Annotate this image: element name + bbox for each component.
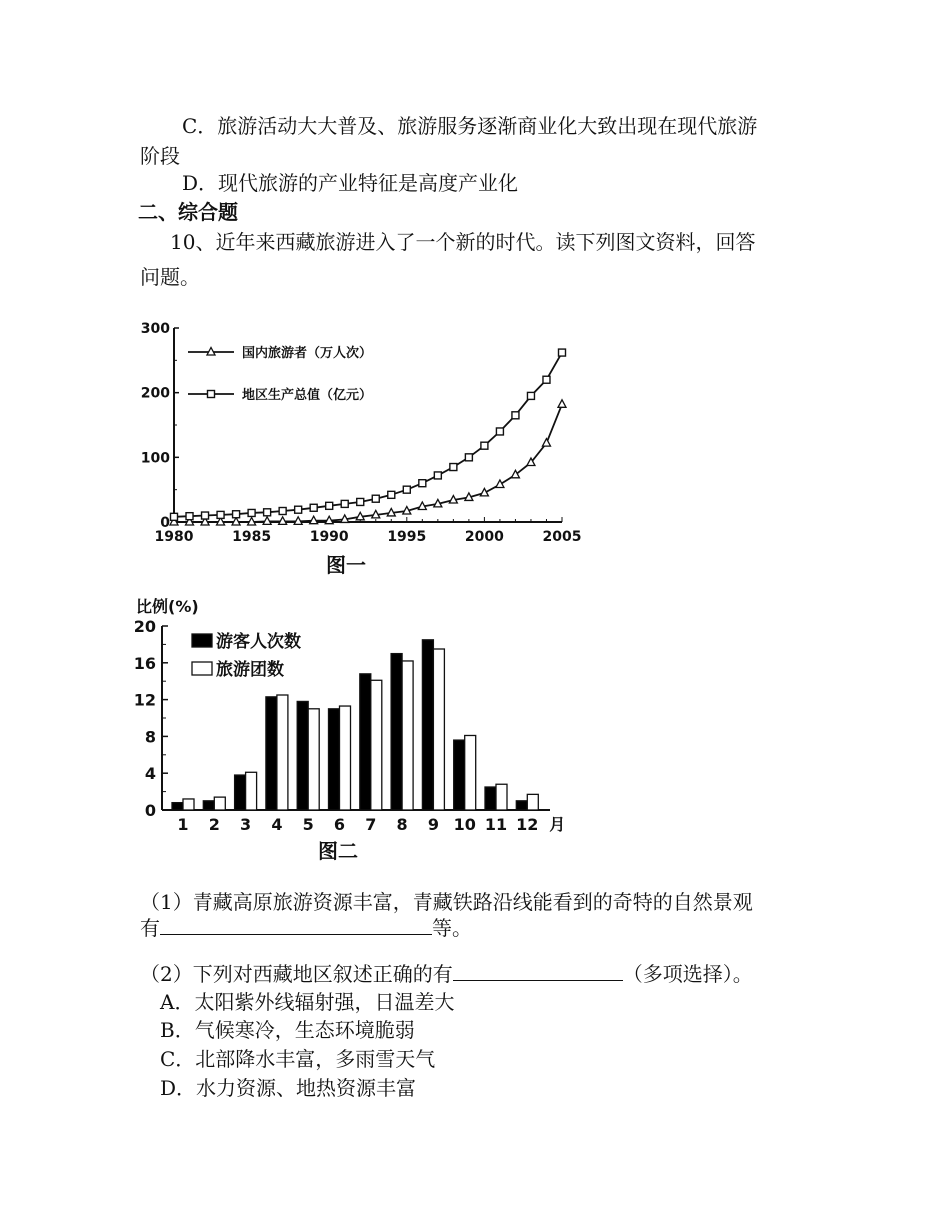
y-tick-label: 100 <box>140 450 170 467</box>
square-marker <box>279 508 286 515</box>
triangle-marker <box>558 400 566 408</box>
square-marker <box>434 472 441 479</box>
q10-sub1-line1: （1）青藏高原旅游资源丰富，青藏铁路沿线能看到的奇特的自然景观 <box>140 890 753 914</box>
bar-visitors <box>172 803 183 810</box>
x-tick-label: 2 <box>208 815 220 834</box>
square-marker <box>481 442 488 449</box>
bar-visitors <box>516 801 527 810</box>
bar-tour-groups <box>465 735 476 810</box>
bar-tour-groups <box>402 661 413 810</box>
x-tick-label: 4 <box>271 815 283 834</box>
square-marker <box>403 486 410 493</box>
x-tick-label: 2005 <box>542 529 582 545</box>
q10-option-c: C．北部降水丰富，多雨雪天气 <box>160 1047 436 1071</box>
bar-tour-groups <box>214 797 225 810</box>
y-tick-label: 0 <box>160 515 170 531</box>
bar-tour-groups <box>433 649 444 810</box>
x-tick-label: 6 <box>333 815 346 834</box>
bar-visitors <box>454 740 465 810</box>
line-chart-series <box>170 349 566 525</box>
bar-tour-groups <box>527 794 538 810</box>
x-tick-label: 1990 <box>309 529 349 545</box>
square-marker <box>186 513 193 520</box>
q10-sub2-prefix: （2）下列对西藏地区叙述正确的有 <box>140 962 453 986</box>
x-unit-label: 月 <box>549 815 566 834</box>
y-tick-label: 12 <box>133 690 156 710</box>
square-marker <box>450 464 457 471</box>
q10-sub1-suffix: 等。 <box>432 916 472 940</box>
square-marker <box>527 392 534 399</box>
bar-visitors <box>297 701 308 810</box>
x-tick-label: 5 <box>302 815 314 834</box>
bar-visitors <box>235 775 246 810</box>
q10-option-b: B．气候寒冷，生态环境脆弱 <box>160 1018 415 1042</box>
legend-label: 地区生产总值（亿元） <box>242 388 373 403</box>
bar-visitors <box>422 640 433 810</box>
x-tick-label: 8 <box>396 815 408 834</box>
square-marker <box>341 500 348 507</box>
bar-chart-ylabel: 比例(%) <box>136 597 199 616</box>
square-marker <box>202 512 209 519</box>
option-c-line2: 阶段 <box>140 144 180 168</box>
legend-label: 旅游团数 <box>216 660 284 680</box>
q10-sub2-suffix: （多项选择）。 <box>622 962 753 986</box>
option-d: D．现代旅游的产业特征是高度产业化 <box>182 171 519 195</box>
q10-sub1-prefix: 有 <box>140 916 160 940</box>
bar-tour-groups <box>371 680 382 810</box>
bar-visitors <box>266 697 277 810</box>
line-chart <box>130 310 590 580</box>
square-marker <box>388 491 395 498</box>
y-tick-label: 20 <box>133 617 156 636</box>
bar-chart-axes <box>162 626 550 810</box>
section-title: 二、综合题 <box>138 200 238 224</box>
q10-sub1-line2 <box>140 914 472 942</box>
q10-stem-line1: 10、近年来西藏旅游进入了一个新的时代。读下列图文资料，回答 <box>170 230 756 254</box>
bar-tour-groups <box>340 706 351 810</box>
bar-tour-groups <box>277 695 288 810</box>
bar-chart-legend <box>192 631 301 680</box>
x-tick-label: 1995 <box>387 529 427 545</box>
y-tick-label: 200 <box>140 385 170 402</box>
bar-visitors <box>360 674 371 810</box>
y-tick-label: 8 <box>144 727 156 747</box>
square-marker <box>512 412 519 419</box>
y-tick-label: 4 <box>144 764 156 784</box>
square-marker <box>465 454 472 461</box>
x-tick-label: 11 <box>484 815 508 834</box>
q10-option-d: D．水力资源、地热资源丰富 <box>160 1076 417 1100</box>
square-marker <box>559 349 566 356</box>
bar-chart-x-ticks <box>177 815 565 834</box>
legend-swatch <box>192 662 212 675</box>
x-tick-label: 9 <box>427 815 439 834</box>
answer-blank-1[interactable] <box>160 914 432 935</box>
q10-sub2-line <box>140 960 753 988</box>
legend-swatch <box>192 634 212 647</box>
line-chart-legend <box>188 345 372 403</box>
square-marker <box>326 502 333 509</box>
bar-tour-groups <box>496 784 507 810</box>
x-tick-label: 7 <box>365 815 377 834</box>
x-tick-label: 12 <box>516 815 539 834</box>
legend-label: 游客人次数 <box>216 632 301 652</box>
bar-visitors <box>329 709 340 810</box>
y-tick-label: 300 <box>140 321 170 337</box>
option-c-line1: C．旅游活动大大普及、旅游服务逐渐商业化大致出现在现代旅游 <box>182 114 758 138</box>
bar-visitors <box>391 654 402 810</box>
square-marker <box>543 376 550 383</box>
answer-blank-2[interactable] <box>453 960 623 981</box>
square-marker <box>233 511 240 518</box>
bar-tour-groups <box>246 772 257 810</box>
bar-chart-caption: 图二 <box>318 839 358 863</box>
square-marker <box>264 509 271 516</box>
x-tick-label: 1985 <box>232 529 272 545</box>
square-marker <box>248 509 255 516</box>
bar-tour-groups <box>183 799 194 810</box>
square-marker <box>295 506 302 513</box>
series-line-1 <box>174 404 562 522</box>
legend-label: 国内旅游者（万人次） <box>242 346 373 361</box>
triangle-marker <box>542 439 550 447</box>
bar-tour-groups <box>308 709 319 810</box>
legend-square-marker <box>208 391 215 398</box>
q10-option-a: A．太阳紫外线辐射强，日温差大 <box>160 990 455 1014</box>
bar-visitors <box>203 801 214 810</box>
square-marker <box>496 428 503 435</box>
x-tick-label: 2000 <box>464 529 504 545</box>
bar-chart <box>130 590 590 870</box>
square-marker <box>357 498 364 505</box>
x-tick-label: 1980 <box>154 529 194 545</box>
square-marker <box>171 513 178 520</box>
x-tick-label: 1 <box>177 815 189 834</box>
y-tick-label: 16 <box>133 653 156 673</box>
x-tick-label: 3 <box>240 815 252 834</box>
square-marker <box>419 480 426 487</box>
bar-visitors <box>485 787 496 810</box>
y-tick-label: 0 <box>144 801 156 820</box>
square-marker <box>310 504 317 511</box>
q10-stem-line2: 问题。 <box>140 265 200 289</box>
x-tick-label: 10 <box>453 815 476 834</box>
square-marker <box>372 495 379 502</box>
square-marker <box>217 511 224 518</box>
line-chart-caption: 图一 <box>326 553 366 577</box>
